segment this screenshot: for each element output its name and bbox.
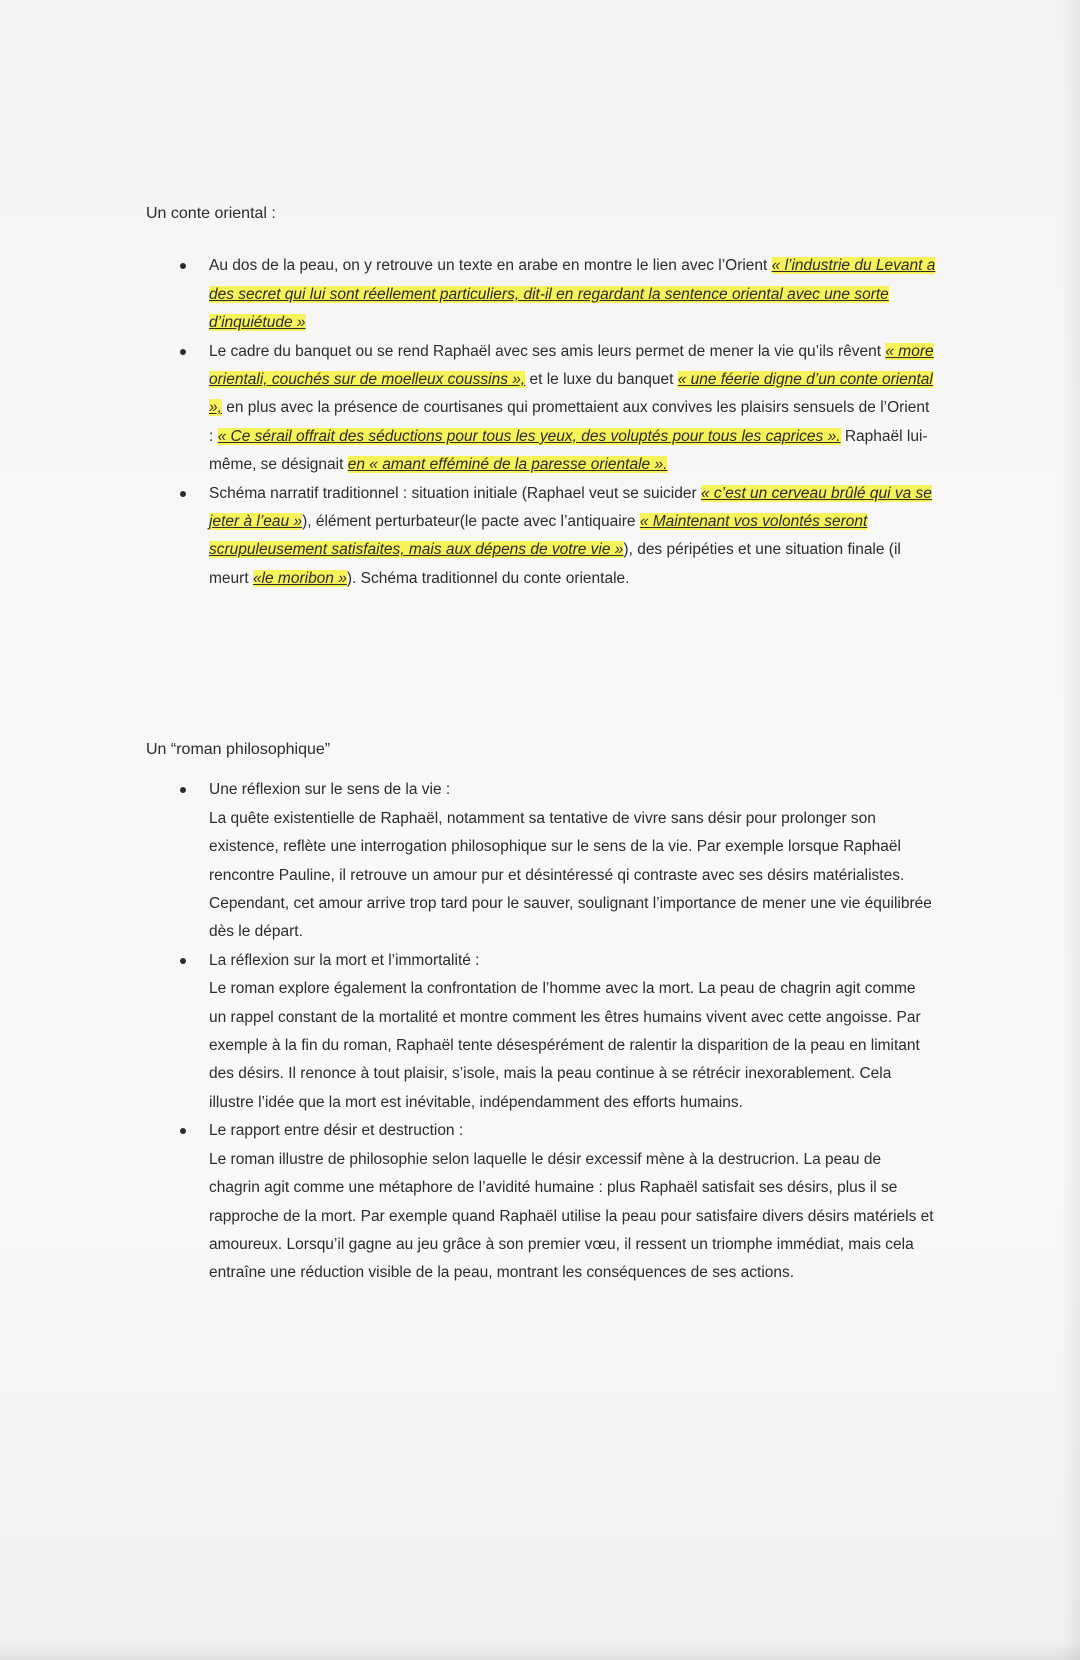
section-title: Un conte oriental : bbox=[146, 205, 276, 222]
highlighted-quote: « more orientali, couchés sur de moelleux coussins », bbox=[209, 342, 934, 389]
highlighted-quote: « Ce sérail offrait des séductions pour tous les yeux, des voluptés pour tous les caprices ». bbox=[217, 427, 841, 445]
item-body: Le roman explore également la confrontation de l’homme avec la mort. La peau de chagrin agit comme un rappel constant de la mortalité et montre comment les êtres humains vivent avec cette angoisse. Par exemple à la fin du roman, Raphaël tente désespérément de ralentir la disparition de la peau en limitant des désirs. Il renonce à tout plaisir, s’isole, mais la peau continue à se rétrécir inexorablement. Cela illustre l’idée que la mort est inévitable, indépendamment des efforts humains. bbox=[209, 980, 921, 1111]
text-segment: en plus avec la présence de courtisanes qui promettaient aux convives les plaisirs sensuels de l’Orient : bbox=[209, 399, 930, 445]
text-segment: et le luxe du banquet bbox=[525, 371, 678, 389]
highlighted-quote: « l’industrie du Levant a des secret qui lui sont réellement particuliers, dit-il en regardant la sentence oriental avec une sorte d’inquiétude » bbox=[209, 257, 936, 332]
text-segment: Au dos de la peau, on y retrouve un texte en arabe en montre le lien avec l’Orient bbox=[209, 257, 772, 275]
text-segment: ), des péripéties et une situation finale (il meurt bbox=[209, 541, 901, 587]
bullet-list bbox=[146, 776, 936, 1287]
item-title: Une réflexion sur le sens de la vie : bbox=[209, 781, 451, 799]
page-edge-shadow bbox=[1062, 0, 1080, 1660]
bullet-list bbox=[146, 252, 936, 593]
highlighted-quote: en « amant efféminé de la paresse orientale ». bbox=[347, 456, 668, 474]
list-item bbox=[146, 338, 936, 480]
item-title: Le rapport entre désir et destruction : bbox=[209, 1122, 464, 1140]
highlighted-quote: « une féerie digne d’un conte oriental », bbox=[209, 371, 933, 417]
list-item bbox=[146, 776, 936, 946]
highlighted-quote: « c’est un cerveau brûlé qui va se jeter à l’eau » bbox=[209, 484, 932, 531]
list-item bbox=[146, 947, 936, 1117]
section-title: Un “roman philosophique” bbox=[146, 741, 331, 758]
list-item bbox=[146, 252, 936, 337]
highlighted-quote: «le moribon » bbox=[252, 569, 347, 587]
text-segment: ), élément perturbateur(le pacte avec l’antiquaire bbox=[302, 513, 640, 531]
list-item bbox=[146, 1117, 936, 1287]
list-item bbox=[146, 480, 936, 594]
section-roman-philosophique bbox=[146, 736, 936, 1288]
text-segment: Schéma narratif traditionnel : situation initiale (Raphael veut se suicider bbox=[209, 484, 701, 502]
text-segment: Le cadre du banquet ou se rend Raphaël avec ses amis leurs permet de mener la vie qu’ils rêvent bbox=[209, 342, 886, 360]
item-body: La quête existentielle de Raphaël, notamment sa tentative de vivre sans désir pour prolonger son existence, reflète une interrogation philosophique sur le sens de la vie. Par exemple lorsque Raphaël rencontre Pauline, il retrouve un amour pur et désintéressé qi contraste avec ses désirs matérialistes. Cependant, cet amour arrive trop tard pour le sauver, soulignant l’importance de mener une vie équilibrée dès le départ. bbox=[209, 809, 932, 941]
text-segment: Raphaël lui-même, se désignait bbox=[209, 427, 928, 474]
document-content bbox=[146, 200, 936, 1282]
item-title: La réflexion sur la mort et l’immortalité : bbox=[209, 951, 480, 969]
highlighted-quote: « Maintenant vos volontés seront scrupuleusement satisfaites, mais aux dépens de votre vie » bbox=[209, 513, 868, 559]
page-bottom-shadow bbox=[0, 1640, 1080, 1660]
item-body: Le roman illustre de philosophie selon laquelle le désir excessif mène à la destrucrion. La peau de chagrin agit comme une métaphore de l’avidité humaine : plus Raphaël satisfait ses désirs, plus il se rapproche de la mort. Par exemple quand Raphaël utilise la peau pour satisfaire divers désirs matériels et amoureux. Lorsqu’il gagne au jeu grâce à son premier vœu, il ressent un triomphe immédiat, mais cela entraîne une réduction visible de la peau, montrant les conséquences de ses actions. bbox=[209, 1150, 934, 1282]
text-segment: ). Schéma traditionnel du conte orientale. bbox=[346, 569, 630, 587]
section-conte-oriental bbox=[146, 200, 936, 593]
